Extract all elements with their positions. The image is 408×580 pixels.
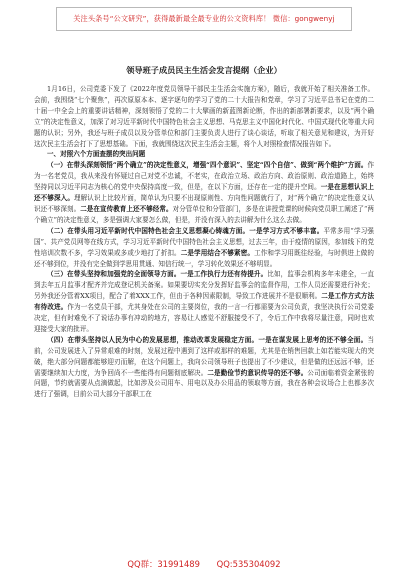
bold-run: 二是在宣传教育上还不够经常。: [80, 204, 173, 213]
paragraph: [34, 149, 374, 160]
text-run: 作为一名党员干部，尤其身处在公司的主要岗位，我的一言一行都需要为公司负责，我坚决执行公司党委决定，但有时难免不了说话办事有冲动的地方，容易让人感觉不舒服接受不了，令后工作中我将尽量注意，同时也欢迎接受大家的批评。: [34, 303, 374, 333]
text-run: 当前，公司发展进入了异常艰难的时刻，发展过程中遇到了这样或那样的难题，尤其是在销售回款上如若能实现大的突破，绝大部分问题都能够迎刃而解，在这个问题上，我向公司领导班子也提出了不少建议，但是做的还远远不够，还需要继续加大力度，为争回尚不一些能得有问题彻底解决。: [34, 335, 374, 377]
bold-run: （四）在带头坚持以人民为中心的发展思想，推动改革发展稳定方面。一是在谋发展上思考的还不够全面。: [47, 335, 368, 344]
bold-run: 一是在思想认识上还不够深入。: [34, 183, 374, 203]
text-run: 对分管单位和分管部门，多是在讲授党课的时候向党员职工阐述了“两个确立”的决定性意义，多是强调大家要怎么做，但是，并没有深入的去讲解为什么这么去做。: [34, 204, 374, 224]
text-run: 工作和学习用既往经验，与时俱进上做的还不够到位，并没有完全做到学思用贯通、知信行统一，学习转化效果还不够明显。: [34, 248, 374, 268]
document-body: [34, 84, 374, 400]
paragraph: [34, 335, 374, 400]
header-banner: [56, 7, 352, 31]
paragraph: [34, 160, 374, 225]
footer-qq: QQ:535304092: [216, 559, 281, 569]
bold-run: 一、对照六个方面查摆的突出问题: [47, 150, 146, 159]
bold-run: （三）在带头坚持和加强党的全面领导方面。一是工作执行力还有待提升。: [47, 270, 268, 279]
page-title: 领导班子成员民主生活会发言提纲（企业）: [126, 65, 282, 75]
text-run: 作为一名老党员，我从来没有怀疑过自己对党不忠诚，不老实，在政治立场、政治方向、政治原则、政治道路上，始终坚持同以习近平同志为核心的党中央保持高度一致，但是，在以下方面，还存在一定的提升空间。: [34, 161, 374, 192]
footer-qq-group: QQ群：31991489: [127, 559, 200, 569]
bold-run: 二是学用结合不够紧密。: [180, 248, 255, 257]
text-run: 理解认识上比较片面，简单认为只要不出现原则性、方向性问题就行了，对“两个确立”的决定性意义认识还不够深刻。: [34, 194, 374, 213]
banner-text: 关注头条号“公文研究”，获得最新最全最专业的公文资料库！ 微信：gongwenyj: [73, 14, 335, 23]
bold-run: （二）在带头用习近平新时代中国特色社会主义思想凝心铸魂方面。一是学习方式不够丰富。: [47, 226, 324, 235]
bold-run: （一）在带头深刻领悟“两个确立”的决定性意义，增强“四个意识”、坚定“四个自信”、做到“两个维护”方面。: [47, 161, 368, 170]
paragraph: [34, 269, 374, 334]
paragraph: [34, 226, 374, 270]
text-run: 平常多用“学习强国”、共产党员网等在线方式，学习习近平新时代中国特色社会主义思想，过去三年，由于疫情的原因，参加线下的党性培训次数不多，学习效果或多或少地打了折扣。: [34, 226, 374, 257]
text-run: 公司面临着资金紧张的问题，节约就需要从点滴做起，比如涉及公司用车、用电以及办公用品的领取等方面，我在各种会议场合上也都多次进行了强调，目前公司大部分干部职工在: [34, 368, 374, 399]
paragraph: [34, 84, 374, 149]
footer-contact: [0, 558, 408, 570]
bold-run: 二是勤俭节约意识传导的还不够。: [207, 368, 308, 377]
bold-run: 二是工作方式方法有待改进。: [34, 292, 374, 312]
text-run: 比如，监事会机构多年未建全，一直到去年五月监事才配齐并完成登记机关备案。如果要切实充分发挥好监事会的监督作用，工作人员还需要进行补充；另外我还分管着XX项目，配合了着XXX工作，但由于各种因素限制，导致工作进展并不是很顺利。: [34, 270, 374, 301]
text-run: 1月16日，公司党委下发了《2022年度党员领导干部民主生活会实施方案》，随后，我就开始了相关准备工作。会前，我围绕“七个聚焦”，再次原原本本、逐字逐句的学习了党的二十大报告和党章，学习了习近平总书记在党的二十届一中全会上的重要讲话精神，深刻领悟了党的二十大擘画的新蓝图新论断，作出的新部署新要求，以及“两个确立”的决定性意义，加深了对习近平新时代中国特色社会主义思想、马克思主义中国化时代化、中国式现代化等重大问题的认识；另外，我还与班子成员以及分管单位和部门主要负责人进行了谈心谈话，听取了相关意见和建议，为开好这次民主生活会打下了思想基础。下面，我就围绕这次民主生活会主题，将个人对照检查情况报告如下。: [34, 85, 374, 148]
